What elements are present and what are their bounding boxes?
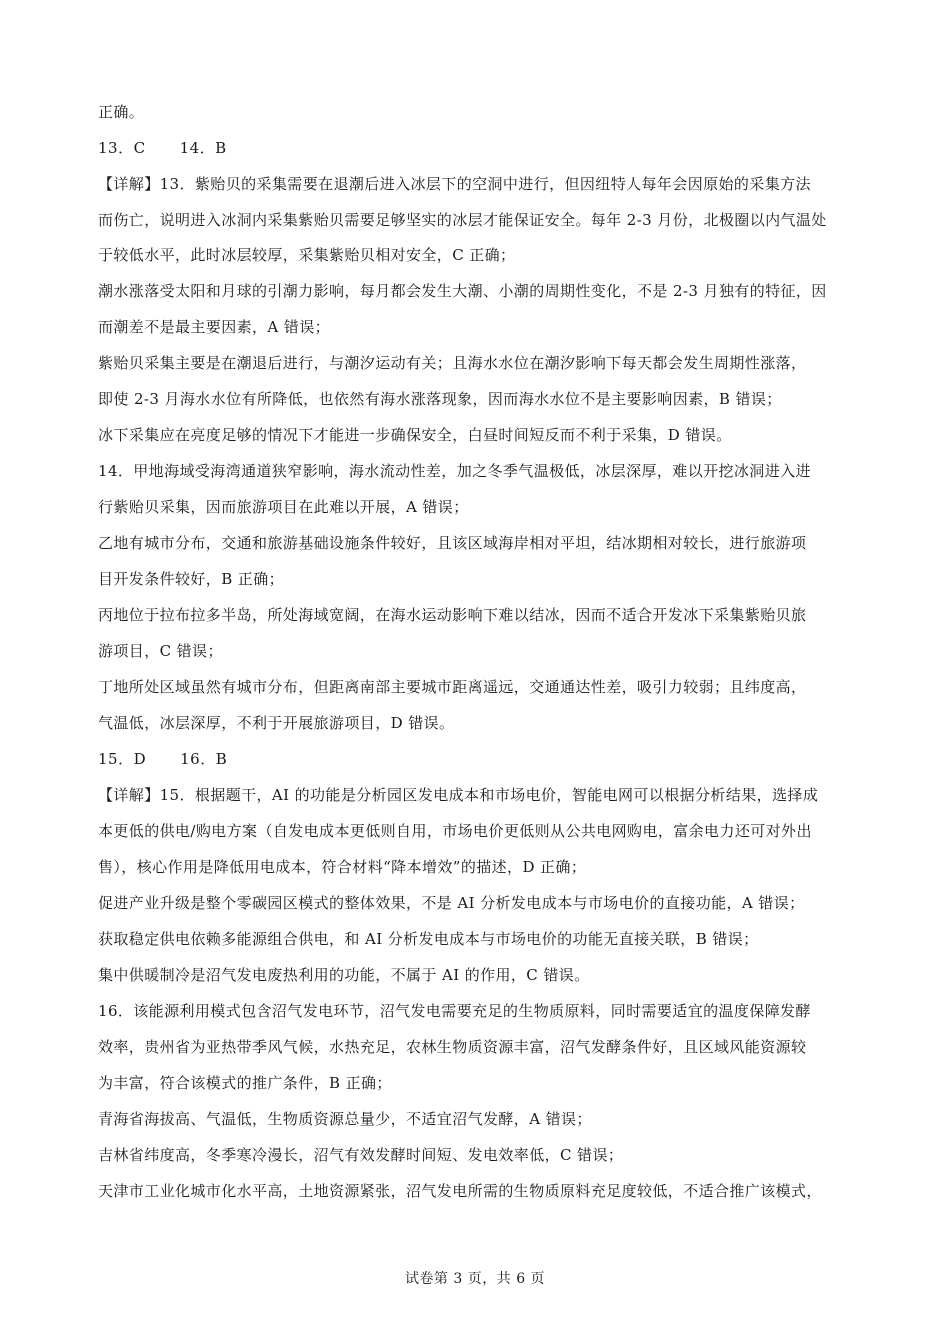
- text-line: 效率，贵州省为亚热带季风气候，水热充足，农林生物质资源丰富，沼气发酵条件好，且区域风能资源较: [98, 1038, 807, 1056]
- text-line: 丁地所处区域虽然有城市分布，但距离南部主要城市距离遥远，交通通达性差，吸引力较弱；且纬度高，: [98, 678, 807, 696]
- text-line: 集中供暖制冷是沼气发电废热利用的功能，不属于 AI 的作用，C 错误。: [98, 966, 590, 984]
- text-line: 获取稳定供电依赖多能源组合供电，和 AI 分析发电成本与市场电价的功能无直接关联，B 错误；: [98, 930, 759, 948]
- page-footer: 试卷第 3 页，共 6 页: [404, 1271, 546, 1287]
- text-line: 售），核心作用是降低用电成本，符合材料“降本增效”的描述，D 正确；: [98, 858, 587, 876]
- answer-16: 16．B: [180, 750, 228, 768]
- text-line: 为丰富，符合该模式的推广条件，B 正确；: [98, 1074, 392, 1092]
- text-line: 天津市工业化城市化水平高，土地资源紧张，沼气发电所需的生物质原料充足度较低，不适合推广该模式，: [98, 1182, 822, 1200]
- text-line: 16．该能源利用模式包含沼气发电环节，沼气发电需要充足的生物质原料，同时需要适宜的温度保障发酵: [98, 1002, 811, 1020]
- text-line: 潮水涨落受太阳和月球的引潮力影响，每月都会发生大潮、小潮的周期性变化，不是 2-3 月独有的特征，因: [98, 282, 827, 300]
- text-line: 而潮差不是最主要因素，A 错误；: [98, 318, 331, 336]
- answer-line: [98, 749, 227, 769]
- text-line: 【详解】13．紫贻贝的采集需要在退潮后进入冰层下的空洞中进行，但因纽特人每年会因原始的采集方法: [98, 175, 811, 193]
- text-line: 促进产业升级是整个零碳园区模式的整体效果，不是 AI 分析发电成本与市场电价的直接功能，A 错误；: [98, 894, 805, 912]
- text-line: 【详解】15．根据题干，AI 的功能是分析园区发电成本和市场电价，智能电网可以根据分析结果，选择成: [98, 786, 819, 804]
- text-line: 紫贻贝采集主要是在潮退后进行，与潮汐运动有关；且海水水位在潮汐影响下每天都会发生周期性涨落，: [98, 354, 807, 372]
- text-line: 丙地位于拉布拉多半岛，所处海域宽阔，在海水运动影响下难以结冰，因而不适合开发冰下采集紫贻贝旅: [98, 606, 807, 624]
- text-line: 游项目，C 错误；: [98, 642, 223, 660]
- text-line: 即使 2-3 月海水水位有所降低，也依然有海水涨落现象，因而海水水位不是主要影响因素，B 错误；: [98, 390, 782, 408]
- text-line: 青海省海拔高、气温低，生物质资源总量少，不适宜沼气发酵，A 错误；: [98, 1110, 592, 1128]
- text-line: 行紫贻贝采集，因而旅游项目在此难以开展，A 错误；: [98, 498, 469, 516]
- text-line: 本更低的供电/购电方案（自发电成本更低则自用，市场电价更低则从公共电网购电，富余电力还可对外出: [98, 822, 812, 840]
- answer-13: 13．C: [98, 139, 146, 157]
- text-line: 冰下采集应在亮度足够的情况下才能进一步确保安全，白昼时间短反而不利于采集，D 错误。: [98, 426, 732, 444]
- text-line: 于较低水平，此时冰层较厚，采集紫贻贝相对安全，C 正确；: [98, 246, 516, 264]
- text-line: 目开发条件较好，B 正确；: [98, 570, 284, 588]
- text-line: 14．甲地海域受海湾通道狭窄影响，海水流动性差，加之冬季气温极低，冰层深厚，难以开挖冰洞进入进: [98, 462, 811, 480]
- text-line: 乙地有城市分布，交通和旅游基础设施条件较好，且该区域海岸相对平坦，结冰期相对较长，进行旅游项: [98, 534, 807, 552]
- text-line: 气温低，冰层深厚，不利于开展旅游项目，D 错误。: [98, 714, 455, 732]
- answer-15: 15．D: [98, 750, 147, 768]
- text-line: 正确。: [98, 103, 145, 121]
- text-line: 吉林省纬度高，冬季寒冷漫长，沼气有效发酵时间短、发电效率低，C 错误；: [98, 1146, 624, 1164]
- answer-14: 14．B: [179, 139, 227, 157]
- text-line: 而伤亡，说明进入冰洞内采集紫贻贝需要足够坚实的冰层才能保证安全。每年 2-3 月份，北极圈以内气温处: [98, 211, 827, 229]
- answer-line: [98, 138, 227, 158]
